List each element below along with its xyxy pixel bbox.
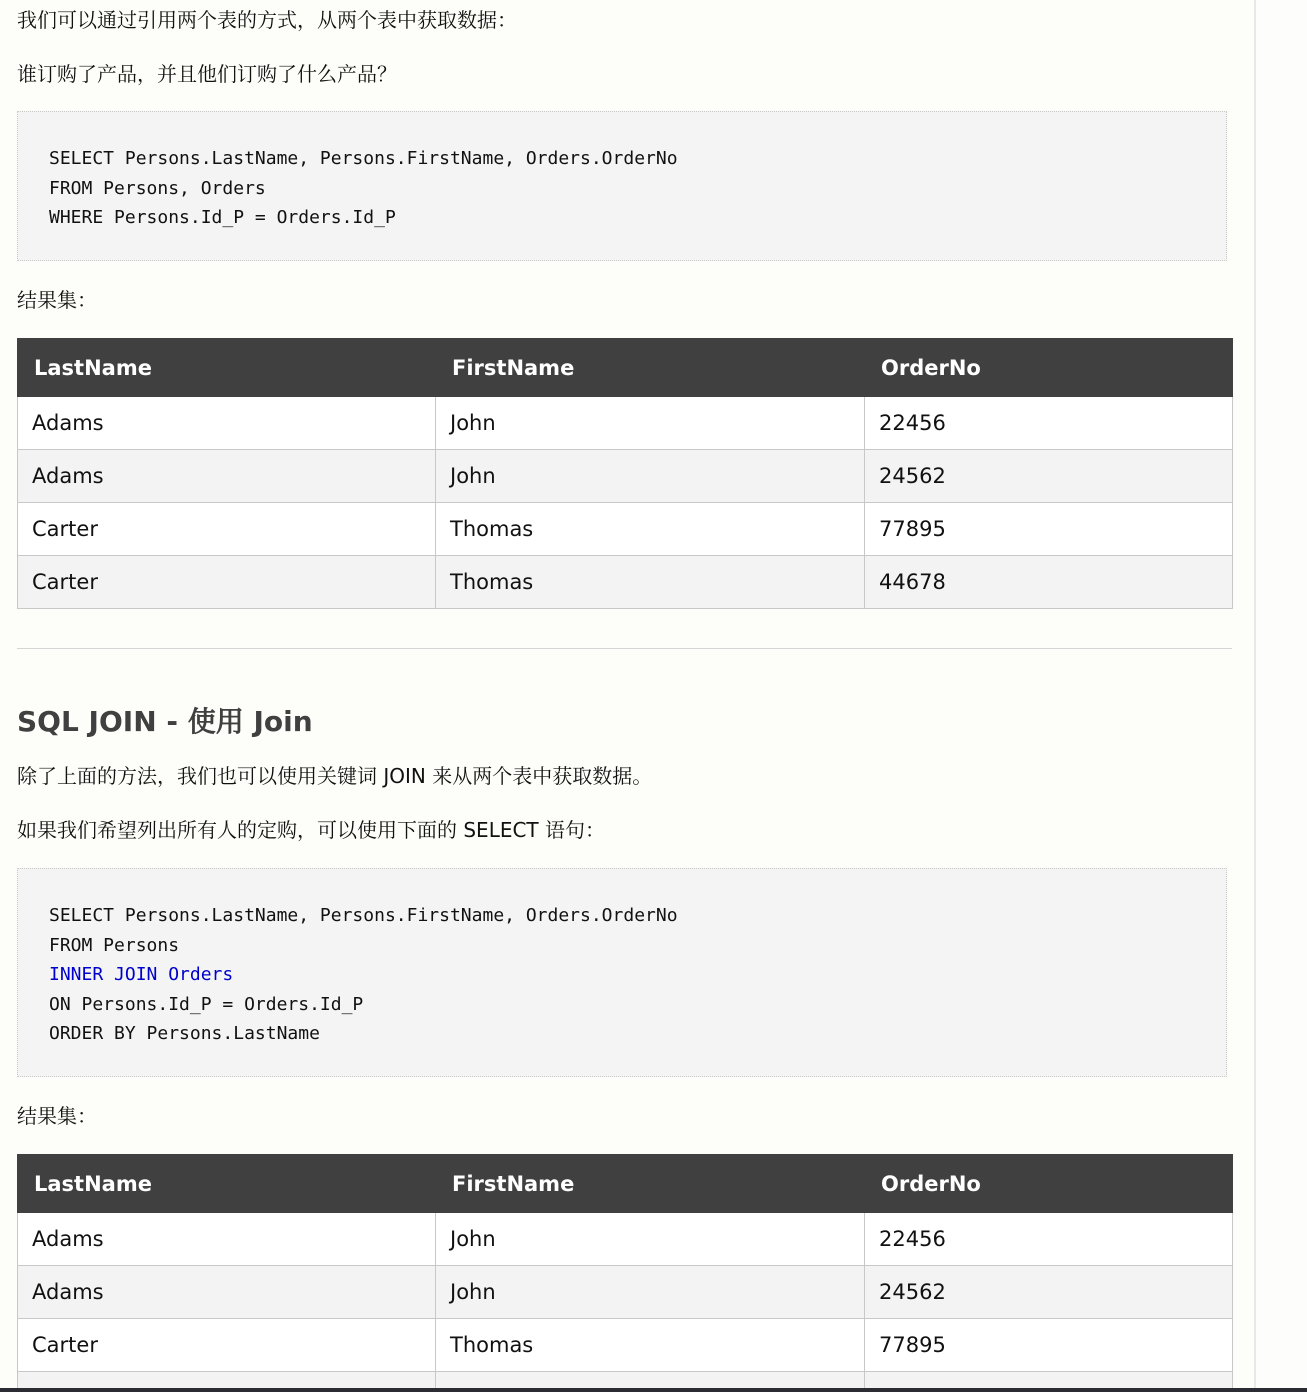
- table-row: [18, 1319, 1233, 1372]
- code-line: WHERE Persons.Id_P = Orders.Id_P: [49, 207, 396, 228]
- table-cell: 22456: [865, 1213, 1233, 1266]
- bottom-edge-bar: [0, 1388, 1307, 1392]
- table-cell: Carter: [18, 1319, 436, 1372]
- table-cell: Adams: [18, 397, 436, 450]
- column-header-firstname: FirstName: [436, 1155, 865, 1213]
- table-cell: Adams: [18, 1213, 436, 1266]
- code-line: FROM Persons, Orders: [49, 177, 266, 199]
- column-header-orderno: OrderNo: [865, 339, 1233, 397]
- column-header-lastname: LastName: [18, 339, 436, 397]
- right-sidebar: [1254, 0, 1307, 1392]
- table-cell: John: [436, 397, 865, 450]
- table-cell: 77895: [865, 1319, 1233, 1372]
- result-table-2: [17, 1154, 1233, 1392]
- section-paragraph: 如果我们希望列出所有人的定购，可以使用下面的 SELECT 语句：: [17, 818, 606, 842]
- table-cell: Thomas: [436, 556, 865, 609]
- table-cell: John: [436, 1266, 865, 1319]
- table-cell: Adams: [18, 450, 436, 503]
- code-line: ON Persons.Id_P = Orders.Id_P: [49, 993, 364, 1015]
- table-header-row: [18, 1155, 1233, 1213]
- code-block-select-where: [17, 111, 1227, 261]
- column-header-orderno: OrderNo: [865, 1155, 1233, 1213]
- table-row: [18, 556, 1233, 609]
- table-row: [18, 397, 1233, 450]
- column-header-lastname: LastName: [18, 1155, 436, 1213]
- section-heading: SQL JOIN - 使用 Join: [17, 705, 313, 738]
- table-row: [18, 1266, 1233, 1319]
- table-cell: 44678: [865, 556, 1233, 609]
- question-paragraph: 谁订购了产品，并且他们订购了什么产品？: [17, 62, 397, 86]
- result-set-label: 结果集：: [17, 288, 97, 312]
- code-block-inner-join: [17, 868, 1227, 1077]
- table-row: [18, 503, 1233, 556]
- result-table-1: [17, 338, 1233, 609]
- table-header-row: [18, 339, 1233, 397]
- table-cell: 22456: [865, 397, 1233, 450]
- section-paragraph: 除了上面的方法，我们也可以使用关键词 JOIN 来从两个表中获取数据。: [17, 764, 653, 788]
- result-set-label: 结果集：: [17, 1104, 97, 1128]
- table-cell: Adams: [18, 1266, 436, 1319]
- table-cell: 77895: [865, 503, 1233, 556]
- code-line: SELECT Persons.LastName, Persons.FirstName, Orders.OrderNo: [49, 905, 678, 926]
- column-header-firstname: FirstName: [436, 339, 865, 397]
- table-cell: Thomas: [436, 1319, 865, 1372]
- table-row: [18, 450, 1233, 503]
- code-line-highlighted: INNER JOIN Orders: [49, 964, 234, 985]
- table-row: [18, 1213, 1233, 1266]
- section-divider: [17, 648, 1232, 649]
- table-cell: John: [436, 450, 865, 503]
- table-cell: 24562: [865, 1266, 1233, 1319]
- code-line: SELECT Persons.LastName, Persons.FirstName, Orders.OrderNo: [49, 148, 678, 169]
- code-line: ORDER BY Persons.LastName: [49, 1023, 320, 1044]
- intro-paragraph: 我们可以通过引用两个表的方式，从两个表中获取数据：: [17, 8, 517, 32]
- table-cell: 24562: [865, 450, 1233, 503]
- code-line: FROM Persons: [49, 934, 180, 956]
- table-cell: John: [436, 1213, 865, 1266]
- table-cell: Carter: [18, 503, 436, 556]
- table-cell: Thomas: [436, 503, 865, 556]
- table-cell: Carter: [18, 556, 436, 609]
